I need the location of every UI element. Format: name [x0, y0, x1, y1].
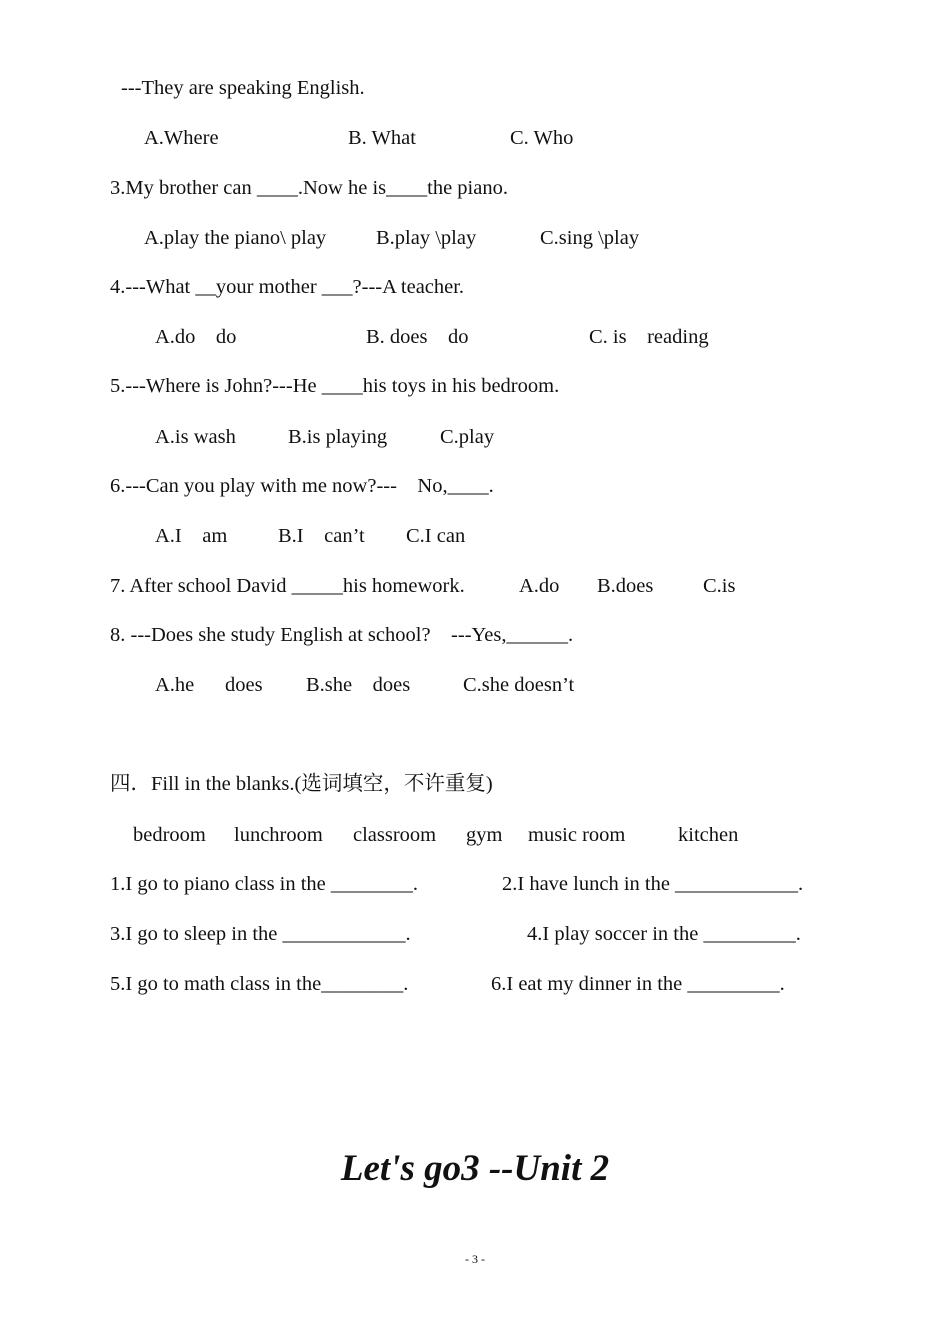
- question-stem: 5.---Where is John?---He ____his toys in his bedroom.: [110, 375, 560, 397]
- option-b: B.does: [597, 575, 654, 597]
- option-c: C.she doesn’t: [463, 674, 575, 696]
- fill-blank-item: 1.I go to piano class in the ________.: [110, 873, 419, 895]
- fill-blank-item: 3.I go to sleep in the ____________.: [110, 923, 411, 945]
- option-b: B.is playing: [288, 426, 388, 448]
- word-bank-item: classroom: [353, 824, 437, 846]
- unit-title: Let's go3 --Unit 2: [340, 1148, 610, 1189]
- fill-blank-item: 4.I play soccer in the _________.: [527, 923, 801, 945]
- fill-blank-item: 2.I have lunch in the ____________.: [502, 873, 804, 895]
- option-b: B. What: [348, 127, 416, 149]
- option-a: A.Where: [144, 127, 219, 149]
- option-c: C.sing \play: [540, 227, 640, 249]
- option-c: C. is reading: [589, 326, 709, 348]
- question-stem: 3.My brother can ____.Now he is____the piano.: [110, 177, 508, 199]
- question-stem: 8. ---Does she study English at school? ---Yes,______.: [110, 624, 574, 646]
- option-c: C.play: [440, 426, 495, 448]
- option-b: B.she does: [306, 674, 411, 696]
- answer-line: ---They are speaking English.: [121, 77, 365, 99]
- option-a: A.he does: [155, 674, 263, 696]
- fill-blank-item: 6.I eat my dinner in the _________.: [491, 973, 785, 995]
- option-a: A.do: [519, 575, 560, 597]
- option-c: C.I can: [406, 525, 466, 547]
- word-bank-item: music room: [528, 824, 626, 846]
- word-bank-item: bedroom: [133, 824, 206, 846]
- word-bank-item: lunchroom: [234, 824, 323, 846]
- option-a: A.is wash: [155, 426, 236, 448]
- question-stem: 4.---What __your mother ___?---A teacher.: [110, 276, 465, 298]
- option-b: B.play \play: [376, 227, 477, 249]
- question-stem: 6.---Can you play with me now?--- No,____.: [110, 475, 494, 497]
- option-a: A.do do: [155, 326, 237, 348]
- option-b: B.I can’t: [278, 525, 365, 547]
- option-a: A.I am: [155, 525, 228, 547]
- option-c: C. Who: [510, 127, 574, 149]
- fill-blank-item: 5.I go to math class in the________.: [110, 973, 409, 995]
- word-bank-item: kitchen: [678, 824, 739, 846]
- word-bank-item: gym: [466, 824, 503, 846]
- option-a: A.play the piano\ play: [144, 227, 327, 249]
- question-stem: 7. After school David _____his homework.: [110, 575, 465, 597]
- section-heading: 四．Fill in the blanks.(选词填空，不许重复): [110, 773, 493, 795]
- option-b: B. does do: [366, 326, 469, 348]
- option-c: C.is: [703, 575, 736, 597]
- page-number: - 3 -: [465, 1252, 485, 1266]
